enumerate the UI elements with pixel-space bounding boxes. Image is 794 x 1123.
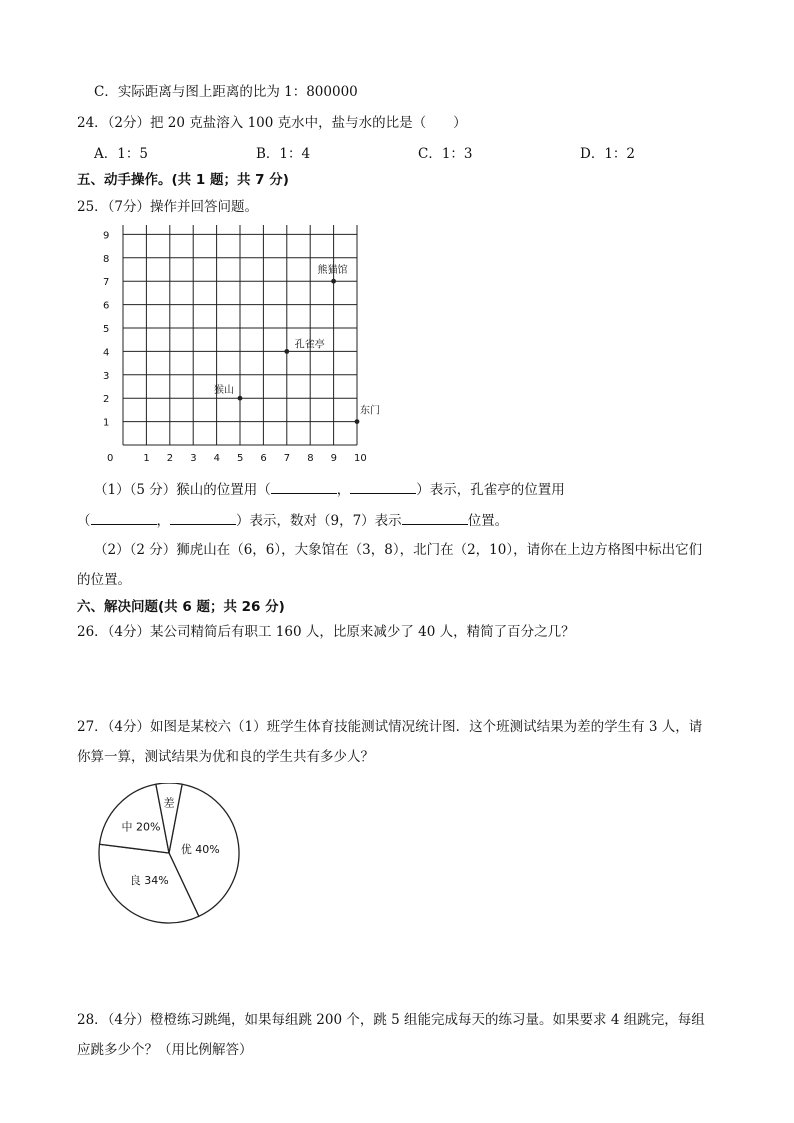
- q23-option-c: C．实际距离与图上距离的比为 1：800000: [94, 84, 358, 100]
- y-axis-ticks: [103, 225, 116, 429]
- x-tick-label: 7: [283, 453, 291, 464]
- q25-part1-line2: [77, 510, 508, 530]
- q25-part2-line1: （2）（2 分）狮虎山在（6，6），大象馆在（3，8），北门在（2，10），请你在上边方格图中标出它们: [94, 542, 703, 558]
- answer-blank-1[interactable]: [271, 479, 337, 494]
- y-tick-label: 3: [103, 370, 110, 382]
- q24-option-d: D．1：2: [580, 146, 636, 162]
- pie-slice-label: 优 40%: [180, 843, 220, 857]
- grid-point: [355, 419, 360, 424]
- y-tick-label: 8: [103, 253, 110, 265]
- answer-blank-2[interactable]: [350, 479, 416, 494]
- x-tick-label: 6: [260, 453, 267, 464]
- section-6-title: 六、解决问题(共 6 题；共 26 分): [77, 599, 285, 615]
- q28-stem-line1: 28．（4分）橙橙练习跳绳，如果每组跳 200 个，跳 5 组能完成每天的练习量。如果要求 4 组跳完，每组: [77, 1012, 705, 1028]
- q28-stem-line2: 应跳多少个？（用比例解答）: [77, 1042, 253, 1058]
- pie-slice-label: 良 34%: [129, 874, 169, 888]
- q27-stem-line2: 你算一算，测试结果为优和良的学生共有多少人？: [77, 749, 374, 765]
- x-tick-label: 1: [143, 453, 150, 464]
- q24-option-a: A．1：5: [94, 146, 148, 162]
- grid-point-label: 熊猫馆: [317, 265, 348, 277]
- y-tick-label: 6: [103, 300, 110, 312]
- q25-p1-text-c: ）表示，孔雀亭的位置用: [416, 482, 565, 498]
- x-tick-label: 9: [330, 453, 337, 464]
- q25-stem: 25．（7分）操作并回答问题。: [77, 199, 259, 215]
- q25-p1-text-g: 位置。: [467, 513, 509, 529]
- q25-part1-line1: [94, 479, 565, 499]
- q25-part2-line2: 的位置。: [77, 572, 131, 588]
- y-tick-label: 1: [103, 417, 110, 429]
- pie-slice-label: 中 20%: [121, 820, 161, 834]
- pie-chart: [90, 783, 250, 933]
- answer-blank-3[interactable]: [91, 510, 157, 525]
- coordinate-grid: [90, 225, 380, 465]
- y-tick-label: 9: [103, 230, 110, 242]
- answer-blank-5[interactable]: [402, 510, 468, 525]
- q24-option-c: C．1：3: [418, 146, 473, 162]
- y-tick-label: 5: [103, 324, 110, 335]
- x-tick-label: 10: [354, 453, 367, 464]
- y-tick-label: 2: [103, 394, 110, 406]
- q27-stem-line1: 27．（4分）如图是某校六（1）班学生体育技能测试情况统计图．这个班测试结果为差的学生有 3 人，请: [77, 719, 703, 735]
- x-tick-label: 8: [307, 453, 314, 464]
- q24-option-b: B．1：4: [256, 146, 311, 162]
- q25-p1-text-b: ，: [336, 482, 351, 498]
- x-axis-ticks: [107, 453, 367, 464]
- q26-stem: 26．（4分）某公司精简后有职工 160 人，比原来减少了 40 人，精简了百分之几？: [77, 624, 575, 640]
- q25-p1-text-a: （1）（5 分）猴山的位置用（: [94, 482, 271, 498]
- grid-point: [331, 279, 336, 284]
- y-tick-label: 4: [103, 347, 110, 359]
- q25-p1-text-d: （: [77, 513, 91, 529]
- y-tick-label: 7: [103, 277, 110, 289]
- section-5-title: 五、动手操作。(共 1 题；共 7 分): [77, 172, 289, 188]
- q25-p1-text-e: ，: [156, 513, 170, 529]
- grid-point: [284, 349, 289, 354]
- x-tick-label: 4: [213, 453, 220, 464]
- q25-p1-text-f: ）表示，数对（9，7）表示: [236, 513, 402, 529]
- answer-blank-4[interactable]: [170, 510, 236, 525]
- grid-points: [214, 263, 380, 424]
- grid-lines: [123, 225, 357, 445]
- q24-stem: 24．（2分）把 20 克盐溶入 100 克水中，盐与水的比是（ ）: [77, 115, 467, 131]
- grid-point-label: 猴山: [214, 385, 234, 397]
- grid-point: [238, 396, 243, 401]
- x-tick-label: 0: [107, 453, 114, 464]
- x-tick-label: 2: [166, 453, 174, 464]
- grid-point-label: 东门: [360, 405, 380, 417]
- x-tick-label: 3: [190, 453, 197, 464]
- grid-point-label: 孔雀亭: [294, 339, 325, 351]
- x-tick-label: 5: [237, 453, 244, 464]
- pie-slice-label: 差: [163, 796, 175, 810]
